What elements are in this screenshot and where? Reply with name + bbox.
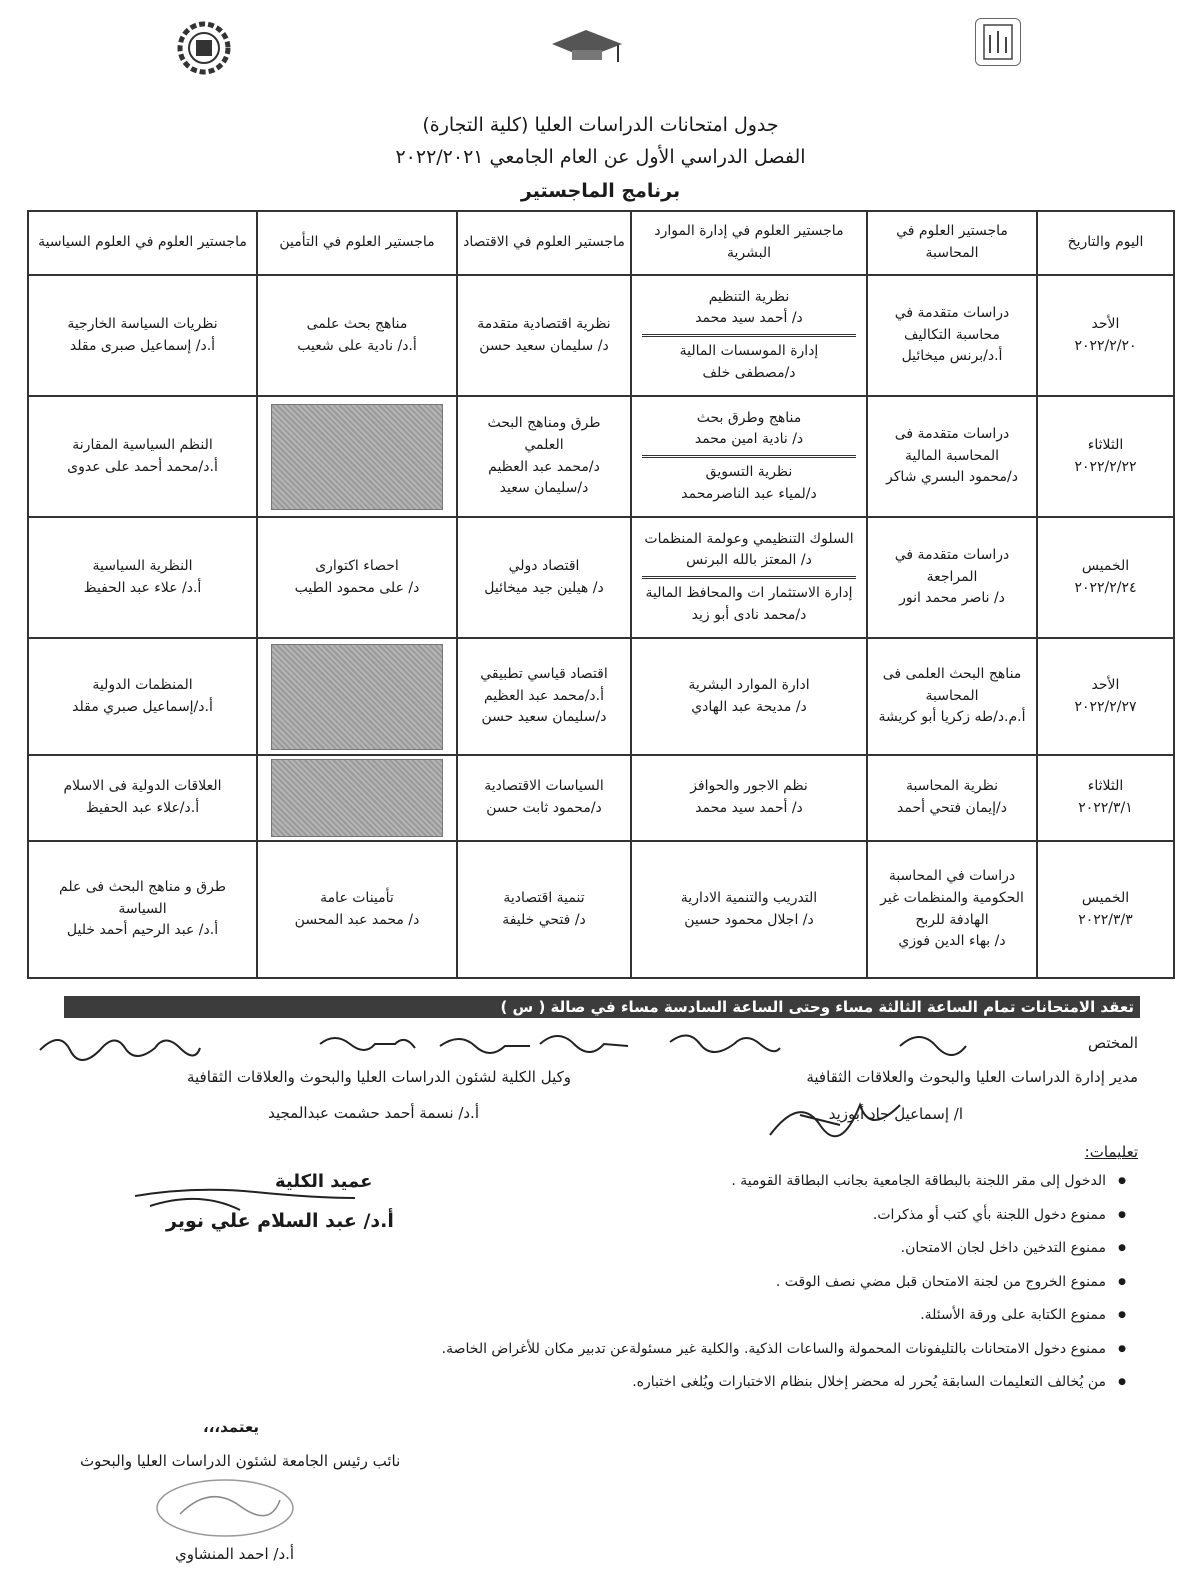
date-cell: الثلاثاء ٢٠٢٢/٢/٢٢ xyxy=(1037,396,1174,517)
dean-title: عميد الكلية xyxy=(275,1171,373,1192)
date-cell: الخميس ٢٠٢٢/٢/٢٤ xyxy=(1037,517,1174,638)
approval-label: يعتمد،،، xyxy=(203,1418,260,1436)
director-signature xyxy=(760,1085,920,1145)
insurance-cell: مناهج بحث علمى أ.د/ نادية على شعيب xyxy=(257,275,457,396)
economics-cell: اقتصاد دولي د/ هيلين جيد ميخائيل xyxy=(457,517,631,638)
political-cell: النظرية السياسية أ.د/ علاء عبد الحفيظ xyxy=(28,517,257,638)
insurance-cell-empty xyxy=(257,755,457,841)
table-row xyxy=(28,755,1174,841)
col-header-insurance: ماجستير العلوم في التأمين xyxy=(257,211,457,275)
program-title: برنامج الماجستير xyxy=(520,180,681,202)
list-item: ● ممنوع دخول الامتحانات بالتليفونات المحمولة والساعات الذكية. والكلية غير مسئولةعن تدبير مكان للأغراض الخاصة. xyxy=(206,1333,1106,1367)
date-cell: الأحد ٢٠٢٢/٢/٢٧ xyxy=(1037,638,1174,755)
shaded-empty-block xyxy=(271,759,443,837)
director-name: ا/ إسماعيل جاد أبوزيد xyxy=(828,1105,963,1123)
table-row xyxy=(28,517,1174,638)
economics-cell: نظرية اقتصادية متقدمة د/ سليمان سعيد حسن xyxy=(457,275,631,396)
economics-cell: اقتصاد قياسي تطبيقي أ.د/محمد عبد العظيم د/سليمان سعيد حسن xyxy=(457,638,631,755)
table-row xyxy=(28,275,1174,396)
director-title: مدير إدارة الدراسات العليا والبحوث والعلاقات الثقافية xyxy=(806,1068,1138,1086)
political-cell: طرق و مناهج البحث فى علم السياسة أ.د/ عبد الرحيم أحمد خليل xyxy=(28,841,257,978)
list-item: ● من يُخالف التعليمات السابقة يُحرر له محضر إخلال بنظام الاختبارات ويُلغى اختباره. xyxy=(206,1366,1106,1400)
hr-cell: ادارة الموارد البشرية د/ مديحة عبد الهادي xyxy=(631,638,867,755)
date-cell: الأحد ٢٠٢٢/٢/٢٠ xyxy=(1037,275,1174,396)
hr-cell: مناهج وطرق بحث د/ نادية امين محمد نظرية التسويق د/لمياء عبد الناصرمحمد xyxy=(631,396,867,517)
exam-time-notice: تعقد الامتحانات تمام الساعة الثالثة مساء وحتى الساعة السادسة مساء في صالة ( س ) xyxy=(64,996,1140,1018)
list-item: ● ممنوع دخول اللجنة بأي كتب أو مذكرات. xyxy=(206,1199,1106,1233)
accounting-cell: دراسات متقدمة فى المحاسبة المالية د/محمود البسري شاكر xyxy=(867,396,1037,517)
shaded-empty-block xyxy=(271,644,443,750)
list-item: ● ممنوع الكتابة على ورقة الأسئلة. xyxy=(206,1299,1106,1333)
accounting-cell: مناهج البحث العلمى فى المحاسبة أ.م.د/طه زكريا أبو كريشة xyxy=(867,638,1037,755)
document-title: جدول امتحانات الدراسات العليا (كلية التجارة) xyxy=(422,114,779,136)
political-cell: نظريات السياسة الخارجية أ.د/ إسماعيل صبرى مقلد xyxy=(28,275,257,396)
hr-cell: نظرية التنظيم د/ أحمد سيد محمد إدارة الموسسات المالية د/مصطفى خلف xyxy=(631,275,867,396)
accounting-cell: دراسات متقدمة في المراجعة د/ ناصر محمد انور xyxy=(867,517,1037,638)
shaded-empty-block xyxy=(271,404,443,510)
insurance-cell-empty xyxy=(257,396,457,517)
political-cell: العلاقات الدولية فى الاسلام أ.د/علاء عبد الحفيظ xyxy=(28,755,257,841)
col-header-political: ماجستير العلوم في العلوم السياسية xyxy=(28,211,257,275)
table-row xyxy=(28,396,1174,517)
handwritten-signatures xyxy=(20,1020,1020,1070)
table-header-row xyxy=(28,211,1174,275)
col-header-hr: ماجستير العلوم في إدارة الموارد البشرية xyxy=(631,211,867,275)
exam-schedule-table xyxy=(27,210,1175,979)
vice-dean-title: وكيل الكلية لشئون الدراسات العليا والبحوث والعلاقات الثقافية xyxy=(186,1068,571,1086)
graduation-cap-logo xyxy=(548,22,626,68)
term-title: الفصل الدراسي الأول عن العام الجامعي ٢٠٢٢/٢٠٢١ xyxy=(395,146,806,168)
instructions-heading: تعليمات: xyxy=(1084,1143,1138,1161)
accounting-cell: دراسات متقدمة في محاسبة التكاليف أ.د/برنس ميخائيل xyxy=(867,275,1037,396)
economics-cell: السياسات الاقتصادية د/محمود ثابت حسن xyxy=(457,755,631,841)
accounting-cell: دراسات في المحاسبة الحكومية والمنظمات غير الهادفة للربح د/ بهاء الدين فوزي xyxy=(867,841,1037,978)
instructions-list xyxy=(206,1165,1126,1400)
approval-title: نائب رئيس الجامعة لشئون الدراسات العليا والبحوث xyxy=(80,1452,401,1470)
specialist-label: المختص xyxy=(1088,1034,1138,1052)
col-header-economics: ماجستير العلوم في الاقتصاد xyxy=(457,211,631,275)
col-header-date: اليوم والتاريخ xyxy=(1037,211,1174,275)
list-item: ● ممنوع التدخين داخل لجان الامتحان. xyxy=(206,1232,1106,1266)
university-logo xyxy=(975,18,1021,66)
list-item: ● ممنوع الخروج من لجنة الامتحان قبل مضي نصف الوقت . xyxy=(206,1266,1106,1300)
insurance-cell: تأمينات عامة د/ محمد عبد المحسن xyxy=(257,841,457,978)
date-cell: الخميس ٢٠٢٢/٣/٣ xyxy=(1037,841,1174,978)
approval-stamp xyxy=(150,1470,300,1540)
hr-cell: التدريب والتنمية الادارية د/ اجلال محمود حسين xyxy=(631,841,867,978)
political-cell: النظم السياسية المقارنة أ.د/محمد أحمد على عدوى xyxy=(28,396,257,517)
vice-dean-name: أ.د/ نسمة أحمد حشمت عبدالمجيد xyxy=(268,1104,479,1122)
economics-cell: طرق ومناهج البحث العلمي د/محمد عبد العظيم د/سليمان سعيد xyxy=(457,396,631,517)
table-row xyxy=(28,638,1174,755)
hr-cell: السلوك التنظيمي وعولمة المنظمات د/ المعتز بالله البرنس إدارة الاستثمار ات والمحافظ المالية د/محمد نادى أبو زيد xyxy=(631,517,867,638)
economics-cell: تنمية اقتصادية د/ فتحي خليفة xyxy=(457,841,631,978)
insurance-cell-empty xyxy=(257,638,457,755)
list-item: ● الدخول إلى مقر اللجنة بالبطاقة الجامعية بجانب البطاقة القومية . xyxy=(206,1165,1106,1199)
accounting-cell: نظرية المحاسبة د/إيمان فتحي أحمد xyxy=(867,755,1037,841)
political-cell: المنظمات الدولية أ.د/إسماعيل صبري مقلد xyxy=(28,638,257,755)
insurance-cell: احصاء اكتوارى د/ على محمود الطيب xyxy=(257,517,457,638)
faculty-gear-logo xyxy=(176,20,232,76)
hr-cell: نظم الاجور والحوافز د/ أحمد سيد محمد xyxy=(631,755,867,841)
dean-name: أ.د/ عبد السلام علي نوير xyxy=(166,1210,394,1232)
col-header-accounting: ماجستير العلوم في المحاسبة xyxy=(867,211,1037,275)
approval-name: أ.د/ احمد المنشاوي xyxy=(175,1545,295,1563)
date-cell: الثلاثاء ٢٠٢٢/٣/١ xyxy=(1037,755,1174,841)
table-row xyxy=(28,841,1174,978)
